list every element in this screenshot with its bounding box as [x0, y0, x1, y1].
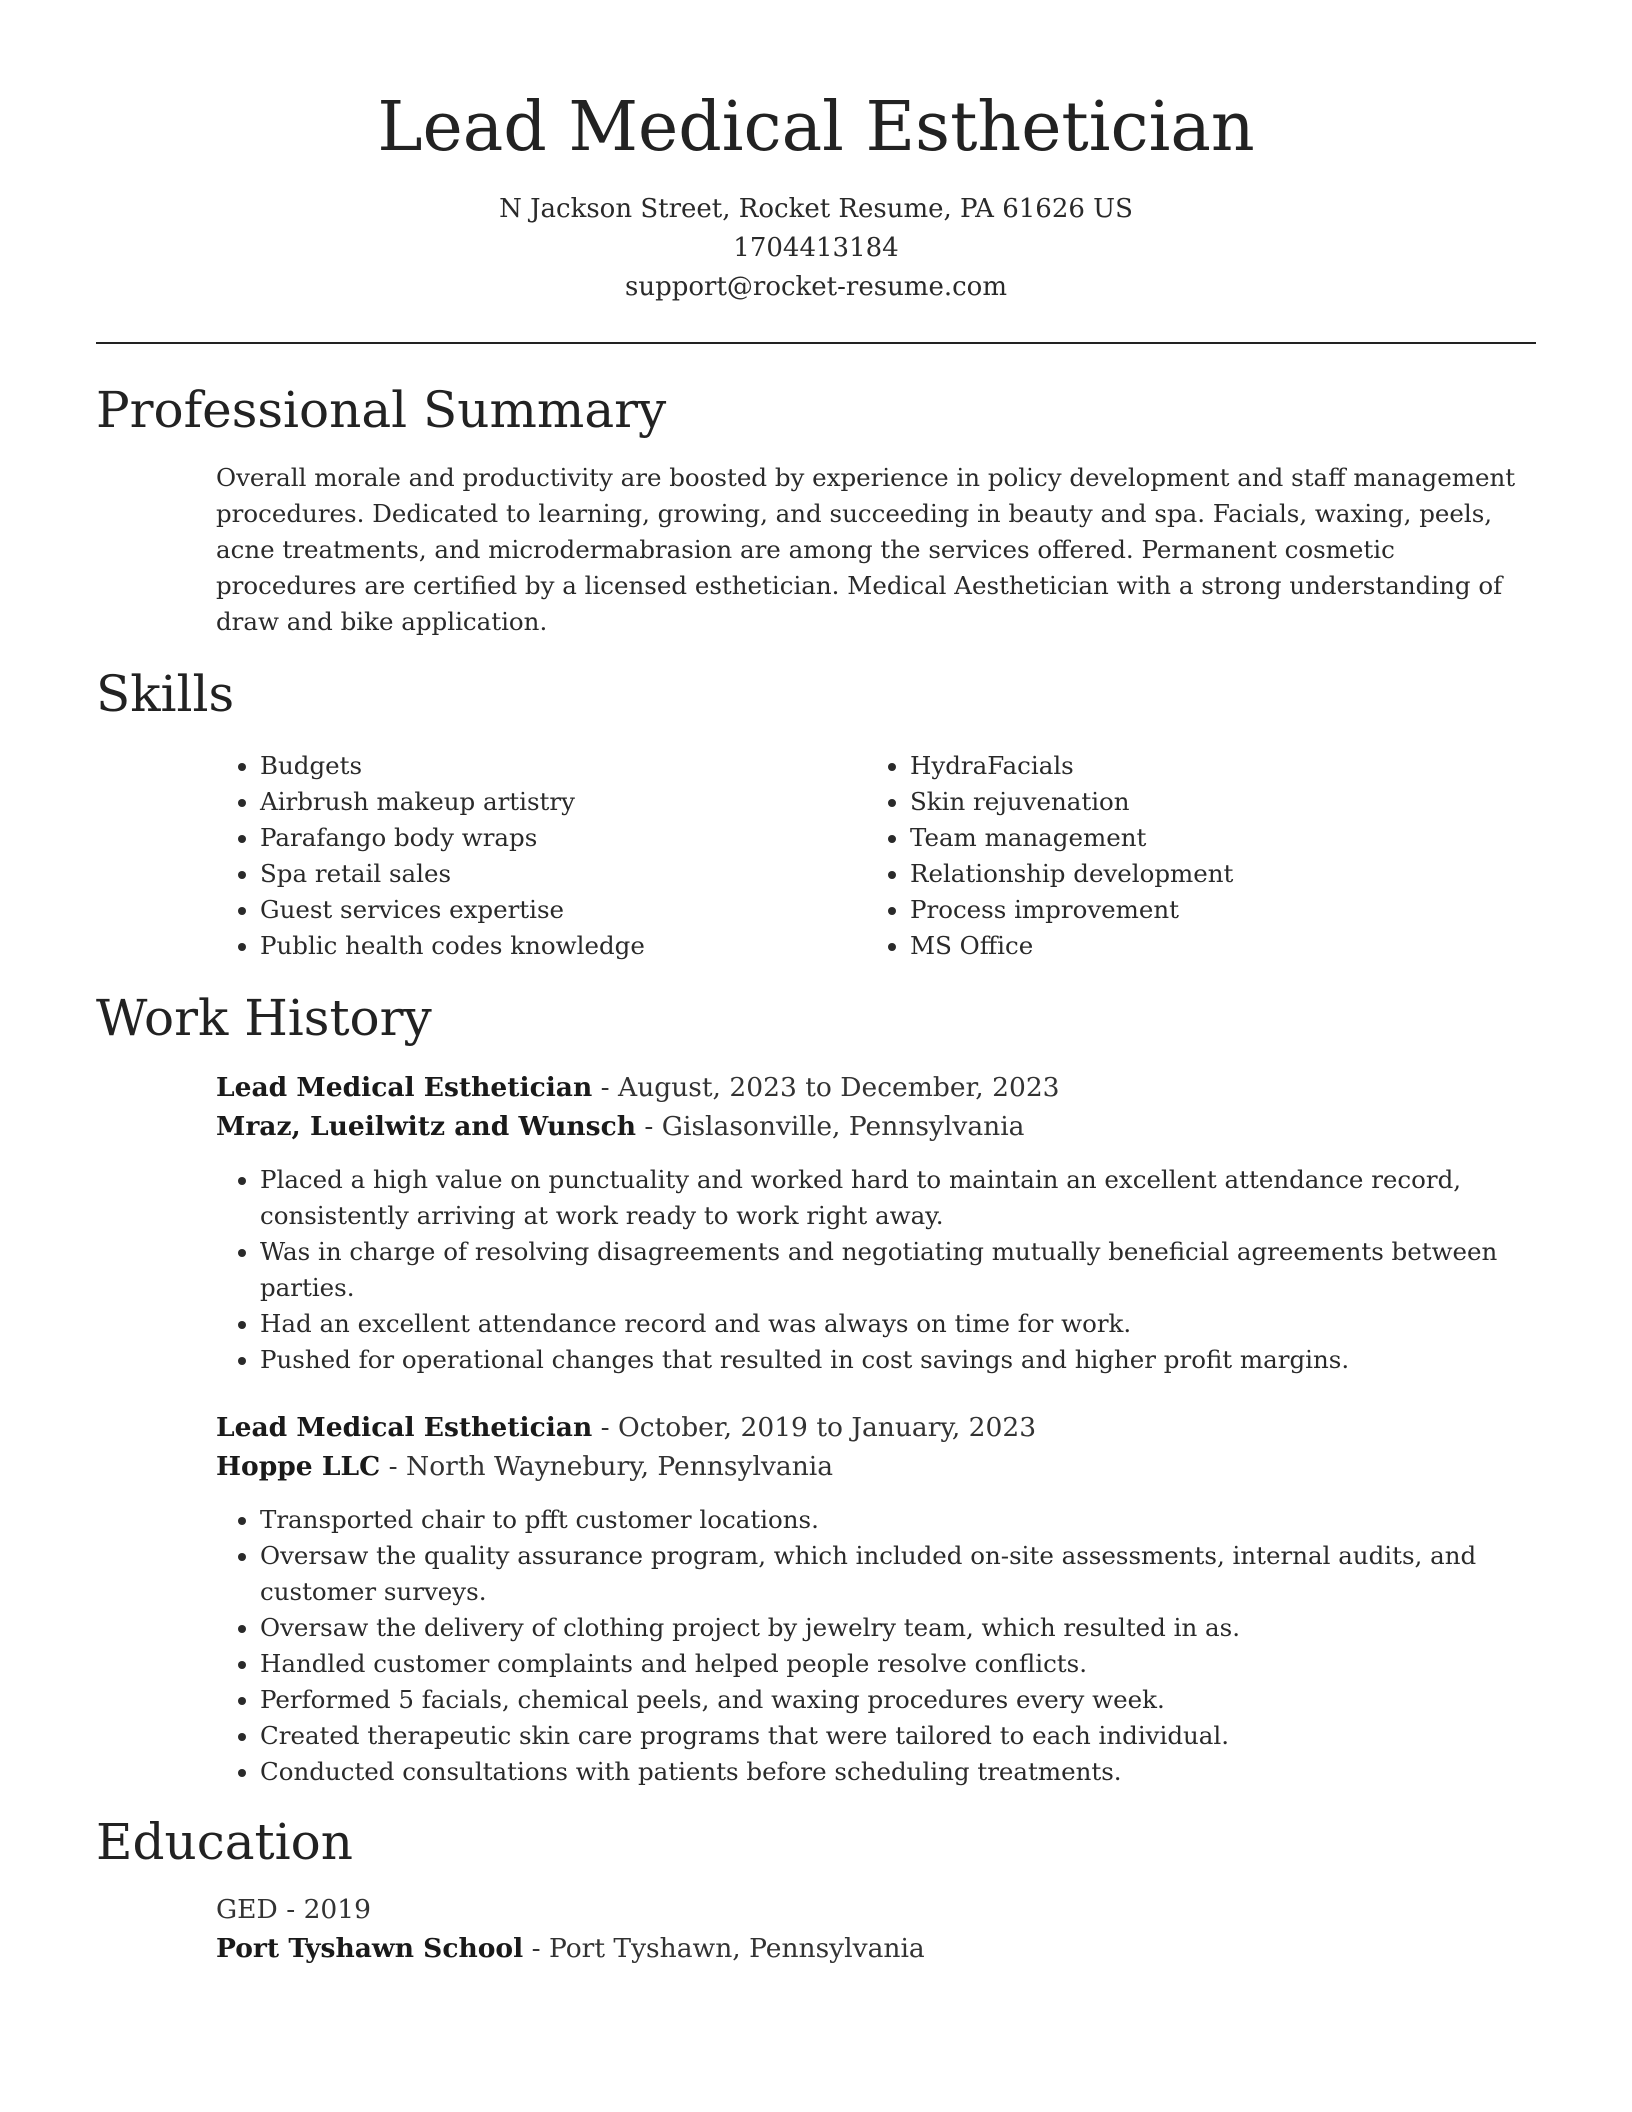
skills-list-left: [216, 748, 836, 964]
skill-item: • Team management: [910, 820, 1486, 856]
job-duty: • Had an excellent attendance record and was always on time for work.: [260, 1306, 1536, 1342]
job-company-line: [216, 1107, 1536, 1146]
summary-heading: Professional Summary: [96, 381, 667, 439]
job-duty: • Was in charge of resolving disagreements and negotiating mutually beneficial agreements between parties.: [260, 1234, 1536, 1306]
education-school: Port Tyshawn School: [216, 1933, 524, 1964]
resume-header: [96, 84, 1536, 307]
skill-item: • Relationship development: [910, 856, 1486, 892]
job-role: Lead Medical Esthetician: [216, 1412, 593, 1443]
job-duty: • Placed a high value on punctuality and worked hard to maintain an excellent attendance record, consistently arriving at work ready to work right away.: [260, 1162, 1536, 1234]
work-history-heading: Work History: [96, 989, 432, 1047]
skills-list-right: [866, 748, 1486, 964]
job-company: Hoppe LLC: [216, 1451, 381, 1482]
skill-item: • MS Office: [910, 928, 1486, 964]
education-year: - 2019: [277, 1894, 372, 1925]
skill-item: • Public health codes knowledge: [260, 928, 836, 964]
skill-item: • Airbrush makeup artistry: [260, 784, 836, 820]
skills-column-left: [216, 748, 836, 964]
job-duties: [216, 1162, 1536, 1378]
education-heading: Education: [96, 1813, 353, 1871]
job-title-line: [216, 1068, 1536, 1107]
education-school-line: [216, 1929, 1536, 1968]
contact-address: N Jackson Street, Rocket Resume, PA 61626 US: [499, 194, 1133, 224]
job-duty: • Pushed for operational changes that resulted in cost savings and higher profit margins.: [260, 1342, 1536, 1378]
contact-info: [96, 190, 1536, 307]
skill-item: • HydraFacials: [910, 748, 1486, 784]
job-entry: [216, 1408, 1536, 1790]
job-title-line: [216, 1408, 1536, 1447]
education-entry: [216, 1890, 1536, 1968]
skill-item: • Skin rejuvenation: [910, 784, 1486, 820]
header-divider: [96, 342, 1536, 344]
skill-item: • Spa retail sales: [260, 856, 836, 892]
job-dates: - August, 2023 to December, 2023: [592, 1072, 1060, 1103]
skill-item: • Guest services expertise: [260, 892, 836, 928]
skill-item: • Parafango body wraps: [260, 820, 836, 856]
contact-email: support@rocket-resume.com: [624, 272, 1007, 302]
skill-item: • Budgets: [260, 748, 836, 784]
education-degree-line: [216, 1890, 1536, 1929]
skills-heading: Skills: [96, 665, 235, 723]
job-duty: • Oversaw the delivery of clothing project by jewelry team, which resulted in as.: [260, 1610, 1536, 1646]
education-degree: GED: [216, 1894, 278, 1925]
job-location: - Gislasonville, Pennsylvania: [636, 1111, 1025, 1142]
job-duty: • Handled customer complaints and helped people resolve conflicts.: [260, 1646, 1536, 1682]
job-role: Lead Medical Esthetician: [216, 1072, 593, 1103]
job-duty: • Transported chair to pfft customer locations.: [260, 1502, 1536, 1538]
job-duty: • Oversaw the quality assurance program, which included on-site assessments, internal audits, and customer surveys.: [260, 1538, 1536, 1610]
job-company: Mraz, Lueilwitz and Wunsch: [216, 1111, 636, 1142]
education-location: - Port Tyshawn, Pennsylvania: [523, 1933, 925, 1964]
job-duty: • Conducted consultations with patients before scheduling treatments.: [260, 1754, 1536, 1790]
job-company-line: [216, 1447, 1536, 1486]
job-location: - North Waynebury, Pennsylvania: [380, 1451, 834, 1482]
contact-phone: 1704413184: [733, 233, 899, 263]
candidate-name: Lead Medical Esthetician: [377, 88, 1255, 167]
job-duty: • Created therapeutic skin care programs that were tailored to each individual.: [260, 1718, 1536, 1754]
skill-item: • Process improvement: [910, 892, 1486, 928]
job-entry: [216, 1068, 1536, 1378]
job-dates: - October, 2019 to January, 2023: [592, 1412, 1037, 1443]
summary-text: Overall morale and productivity are boosted by experience in policy development and staff management procedures. Dedicated to learning, growing, and succeeding in beauty and spa. Facials, waxing, peels, acne treatments, and microdermabrasion are among the services offered. Permanent cosmetic procedures are certified by a licensed esthetician. Medical Aesthetician with a strong understanding of draw and bike application.: [216, 463, 1516, 636]
job-duties: [216, 1502, 1536, 1790]
job-duty: • Performed 5 facials, chemical peels, and waxing procedures every week.: [260, 1682, 1536, 1718]
skills-column-right: [866, 748, 1486, 964]
